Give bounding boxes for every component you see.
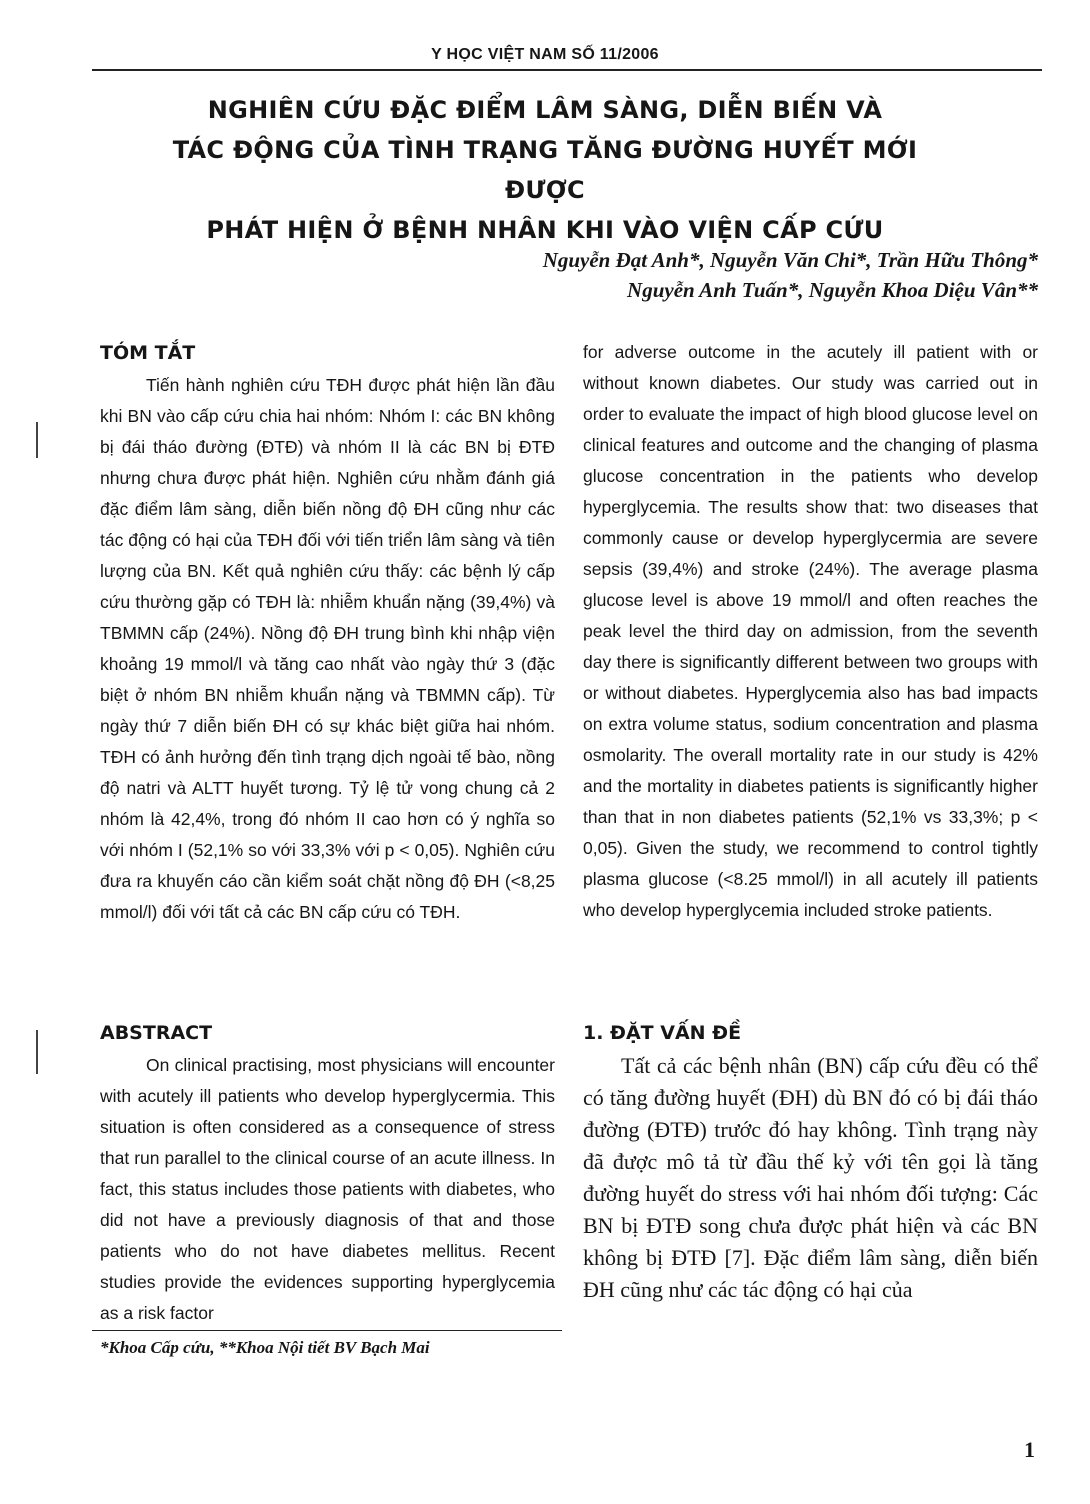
title-line-2: TÁC ĐỘNG CỦA TÌNH TRẠNG TĂNG ĐƯỜNG HUYẾT MỚI ĐƯỢC (172, 136, 918, 204)
section1 (583, 1020, 1038, 1306)
summary-heading: TÓM TẮT (100, 342, 196, 364)
footnote: *Khoa Cấp cứu, **Khoa Nội tiết BV Bạch Mai (100, 1338, 430, 1357)
abstract-heading: ABSTRACT (100, 1022, 213, 1044)
title-line-3: PHÁT HIỆN Ở BỆNH NHÂN KHI VÀO VIỆN CẤP CỨU (206, 216, 884, 244)
article-title (140, 90, 950, 250)
abstract-section (100, 1020, 555, 1329)
section1-text: Tất cả các bệnh nhân (BN) cấp cứu đều có thể có tăng đường huyết (ĐH) dù BN đó có bị đái tháo đường (ĐTĐ) trước đó hay không. Tình trạng này đã được mô tả từ đầu thế kỷ với tên gọi là tăng đường huyết do stress với hai nhóm đối tượng: Các BN bị ĐTĐ song chưa được phát hiện và các BN không bị ĐTĐ [7]. Đặc điểm lâm sàng, diễn biến ĐH cũng như các tác động có hại của (583, 1053, 1038, 1302)
title-line-1: NGHIÊN CỨU ĐẶC ĐIỂM LÂM SÀNG, DIỄN BIẾN VÀ (207, 96, 883, 124)
margin-mark (36, 422, 38, 458)
header-rule (92, 69, 1042, 71)
journal-header: Y HỌC VIỆT NAM SỐ 11/2006 (431, 46, 659, 63)
left-column (100, 340, 555, 928)
authors-line-1: Nguyễn Đạt Anh*, Nguyễn Văn Chi*, Trần Hữu Thông* (542, 248, 1038, 272)
footnote-rule (92, 1330, 562, 1331)
abstract-text-part1: On clinical practising, most physicians will encounter with acutely ill patients who develop hyperglycermia. This situation is often considered as a consequence of stress that run parallel to the clinical course of an acute illness. In fact, this status includes those patients with diabetes, who did not have a previously diagnosis of that and those patients who do not have diabetes mellitus. Recent studies provide the evidences supporting hyperglycemia as a risk factor (100, 1055, 555, 1323)
section1-heading: 1. ĐẶT VẤN ĐỀ (583, 1022, 742, 1044)
authors-line-2: Nguyễn Anh Tuấn*, Nguyễn Khoa Diệu Vân** (627, 278, 1038, 302)
right-column (583, 337, 1038, 926)
margin-mark (36, 1030, 38, 1074)
summary-text: Tiến hành nghiên cứu TĐH được phát hiện lần đầu khi BN vào cấp cứu chia hai nhóm: Nhóm I: các BN không bị đái tháo đường (ĐTĐ) và nhóm II là các BN bị ĐTĐ nhưng chưa được phát hiện. Nghiên cứu nhằm đánh giá đặc điểm lâm sàng, diễn biến nồng độ ĐH cũng như các tác động có hại của TĐH đối với tiến triển lâm sàng và tiên lượng của BN. Kết quả nghiên cứu thấy: các bệnh lý cấp cứu thường gặp có TĐH là: nhiễm khuẩn nặng (39,4%) và TBMMN cấp (24%). Nồng độ ĐH trung bình khi nhập viện khoảng 19 mmol/l và tăng cao nhất vào ngày thứ 3 (đặc biệt ở nhóm BN nhiễm khuẩn nặng và TBMMN cấp). Từ ngày thứ 7 diễn biến ĐH có sự khác biệt giữa hai nhóm. TĐH có ảnh hưởng đến tình trạng dịch ngoài tế bào, nồng độ natri và ALTT huyết tương. Tỷ lệ tử vong chung cả 2 nhóm là 42,4%, trong đó nhóm II cao hơn có ý nghĩa so với nhóm I (52,1% so với 33,3% với p < 0,05). Nghiên cứu đưa ra khuyến cáo cần kiểm soát chặt nồng độ ĐH (<8,25 mmol/l) đối với tất cả các BN cấp cứu có TĐH. (100, 375, 555, 922)
page-number: 1 (1024, 1437, 1035, 1462)
authors (543, 245, 1038, 305)
abstract-text-part2: for adverse outcome in the acutely ill patient with or without known diabetes. Our study was carried out in order to evaluate the impact of high blood glucose level on clinical features and outcome and the changing of plasma glucose concentration in the patients who develop hyperglycemia. The results show that: two diseases that commonly cause or develop hyperglycermia are severe sepsis (39,4%) and stroke (24%). The average plasma glucose level is above 19 mmol/l and often reaches the peak level the third day on admission, from the seventh day there is significantly different between two groups with or without diabetes. Hyperglycemia also has bad impacts on extra volume status, sodium concentration and plasma osmolarity. The overall mortality rate in our study is 42% and the mortality in diabetes patients is significantly higher than that in non diabetes patients (52,1% vs 33,3%; p < 0,05). Given the study, we recommend to control tightly plasma glucose (<8.25 mmol/l) in all acutely ill patients who develop hyperglycemia included stroke patients. (583, 342, 1038, 920)
